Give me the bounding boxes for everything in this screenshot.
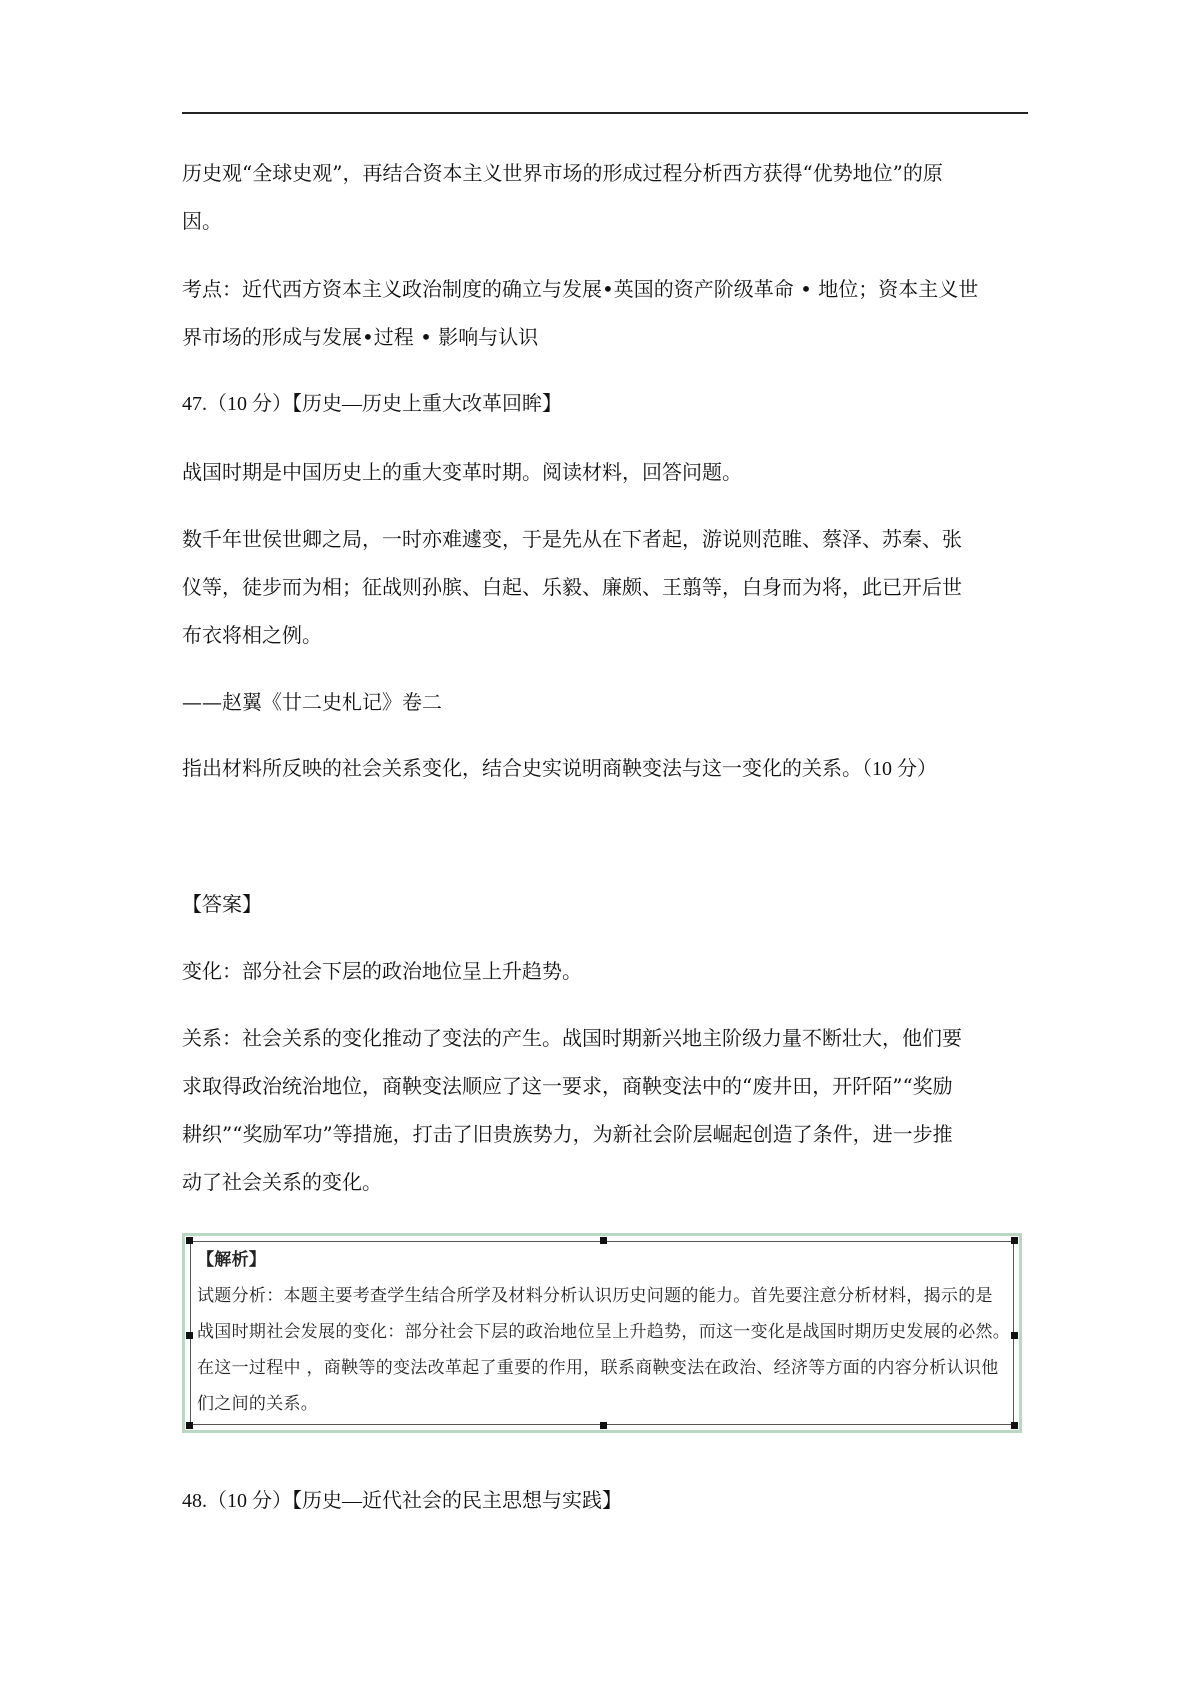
analysis-title: 【解析】 [197,1250,267,1270]
q48-heading: 48.（10 分）【历史—近代社会的民主思想与实践】 [182,1490,622,1512]
q47-heading: 47.（10 分）【历史—历史上重大改革回眸】 [182,393,562,415]
analysis-line-4: 们之间的关系。 [197,1394,319,1414]
q47-intro: 战国时期是中国历史上的重大变革时期。阅读材料，回答问题。 [182,460,742,484]
answer-relation-line-4: 动了社会关系的变化。 [182,1170,382,1194]
resize-handle-top-left[interactable] [186,1237,193,1244]
q47-source: ——赵翼《廿二史札记》卷二 [182,690,442,714]
analysis-line-2: 战国时期社会发展的变化：部分社会下层的政治地位呈上升趋势，而这一变化是战国时期历史发展的必然。 [197,1322,1011,1342]
resize-handle-middle-left[interactable] [186,1332,193,1339]
answer-relation-line-3: 耕织”“奖励军功”等措施，打击了旧贵族势力，为新社会阶层崛起创造了条件，进一步推 [182,1122,953,1146]
resize-handle-bottom-right[interactable] [1011,1422,1018,1429]
continuation-line-1: 历史观“全球史观”，再结合资本主义世界市场的形成过程分析西方获得“优势地位”的原 [182,161,943,185]
answer-relation-line-1: 关系：社会关系的变化推动了变法的产生。战国时期新兴地主阶级力量不断壮大，他们要 [182,1026,962,1050]
q47-question: 指出材料所反映的社会关系变化，结合史实说明商鞅变法与这一变化的关系。（10 分） [182,758,937,780]
q47-material-line-3: 布衣将相之例。 [182,623,322,647]
continuation-line-2: 因。 [182,209,222,233]
resize-handle-top-middle[interactable] [600,1237,607,1244]
answer-label: 【答案】 [182,892,262,916]
answer-relation-line-2: 求取得政治统治地位，商鞅变法顺应了这一要求，商鞅变法中的“废井田，开阡陌”“奖励 [182,1074,953,1098]
analysis-line-1: 试题分析：本题主要考查学生结合所学及材料分析认识历史问题的能力。首先要注意分析材料，揭示的是 [197,1286,993,1306]
kaodian-line-1: 考点：近代西方资本主义政治制度的确立与发展•英国的资产阶级革命 • 地位；资本主义世 [182,277,979,301]
kaodian-line-2: 界市场的形成与发展•过程 • 影响与认识 [182,325,539,349]
analysis-line-3: 在这一过程中 ，商鞅等的变法改革起了重要的作用，联系商鞅变法在政治、经济等方面的内容分析认识他 [197,1358,999,1378]
resize-handle-top-right[interactable] [1011,1237,1018,1244]
resize-handle-bottom-middle[interactable] [600,1422,607,1429]
resize-handle-middle-right[interactable] [1011,1332,1018,1339]
q47-material-line-1: 数千年世侯世卿之局，一时亦难遽变，于是先从在下者起，游说则范睢、蔡泽、苏秦、张 [182,527,962,551]
answer-change: 变化：部分社会下层的政治地位呈上升趋势。 [182,959,582,983]
q47-material-line-2: 仪等，徒步而为相；征战则孙膑、白起、乐毅、廉颇、王翦等，白身而为将，此已开后世 [182,575,962,599]
analysis-image-box[interactable] [182,1233,1022,1433]
header-rule [182,112,1028,114]
resize-handle-bottom-left[interactable] [186,1422,193,1429]
